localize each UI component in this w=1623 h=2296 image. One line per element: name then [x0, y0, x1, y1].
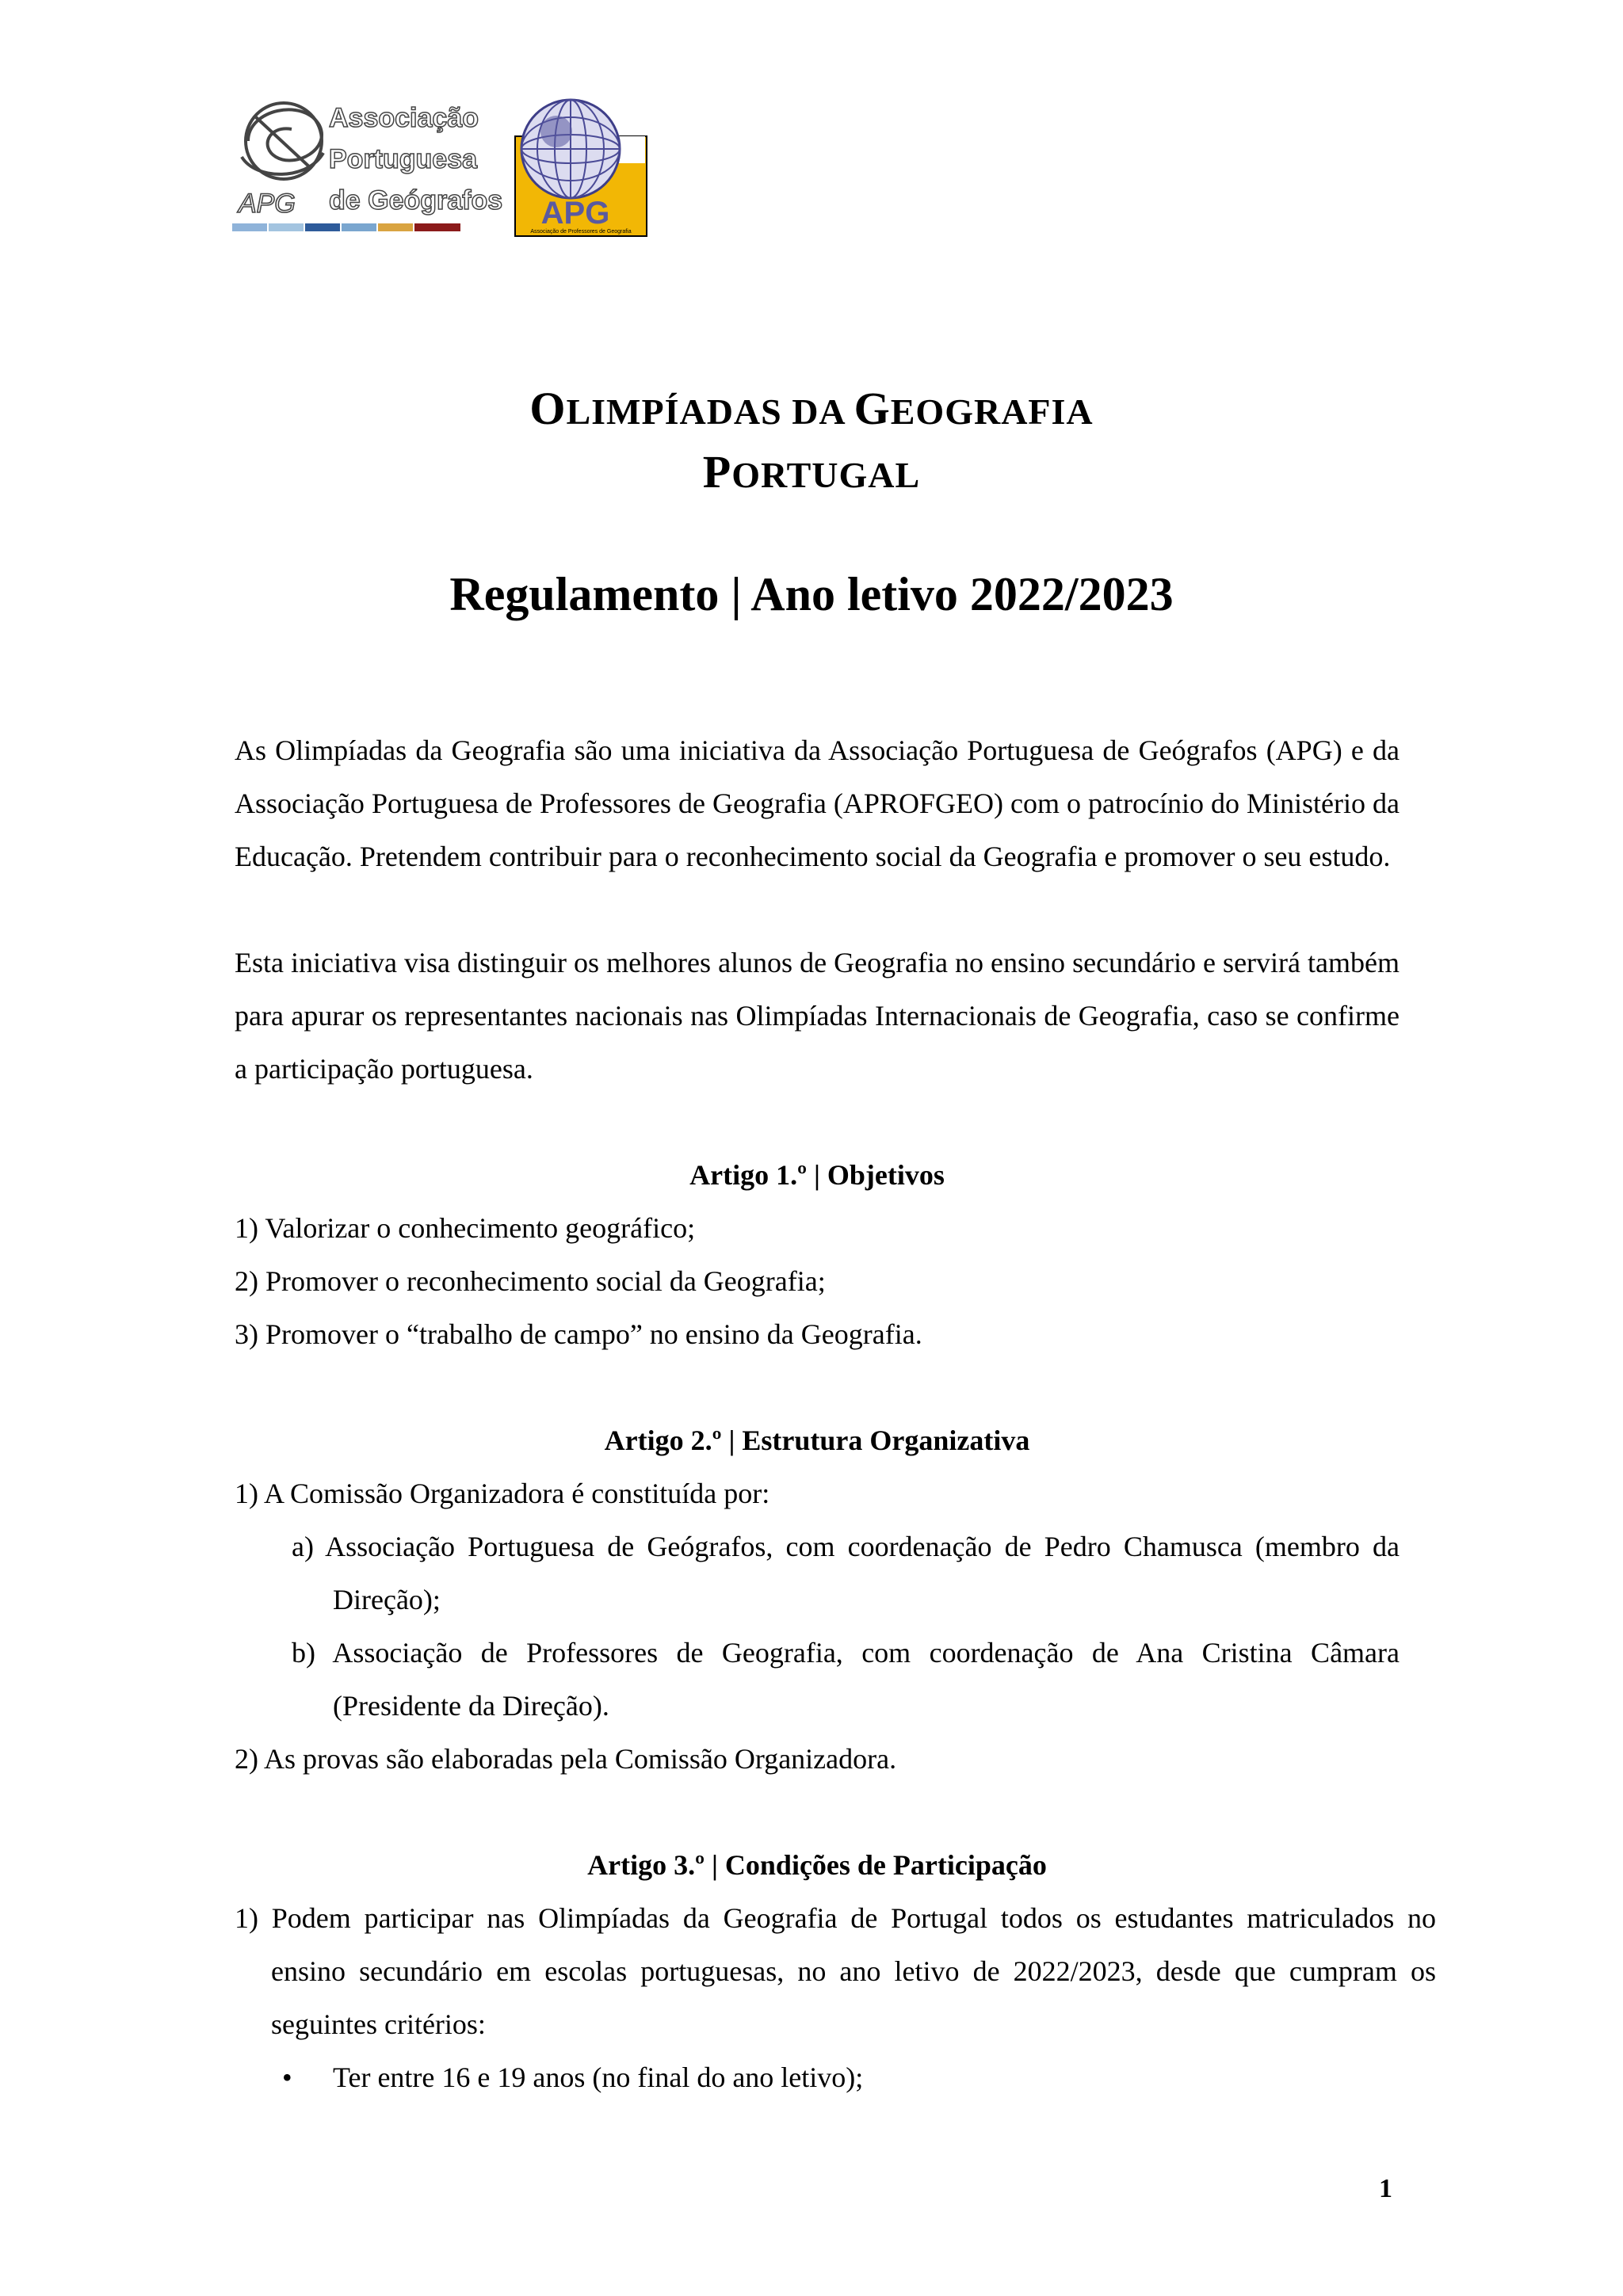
article-2-sub-a: a) Associação Portuguesa de Geógrafos, com coordenação de Pedro Chamusca (membro da Direção); [292, 1531, 1400, 1615]
article-1-heading: Artigo 1.º | Objetivos [689, 1159, 945, 1191]
apg-mark: APG [239, 189, 296, 219]
article-1-item-1: 1) Valorizar o conhecimento geográfico; [235, 1212, 696, 1244]
page-number: 1 [1379, 2174, 1392, 2203]
bullet-icon: • [282, 2061, 292, 2093]
apg-color-stripe [232, 223, 460, 231]
aprofgeo-logo [515, 97, 647, 236]
article-1-item-3: 3) Promover o “trabalho de campo” no ensino da Geografia. [235, 1318, 922, 1350]
aprofgeo-caption: Associação de Professores de Geografia [530, 229, 632, 235]
apg-line-2: Portuguesa [329, 144, 478, 174]
article-2-item-2: 2) As provas são elaboradas pela Comissão Organizadora. [235, 1743, 897, 1775]
article-3-item-1: 1) Podem participar nas Olimpíadas da Geografia de Portugal todos os estudantes matriculados no ensino secundário em escolas portuguesas, no ano letivo de 2022/2023, desde que cumpram os seguintes critérios: [235, 1902, 1436, 2040]
article-2-heading: Artigo 2.º | Estrutura Organizativa [604, 1425, 1030, 1456]
article-1-item-2: 2) Promover o reconhecimento social da Geografia; [235, 1265, 826, 1297]
article-2-sub-b: b) Associação de Professores de Geografia, com coordenação de Ana Cristina Câmara (Presidente da Direção). [292, 1637, 1400, 1722]
title-line-2: PORTUGAL [702, 446, 921, 498]
document-subtitle: Regulamento | Ano letivo 2022/2023 [449, 568, 1174, 620]
apg-line-1: Associação [329, 103, 479, 133]
intro-paragraph-1: As Olimpíadas da Geografia são uma iniciativa da Associação Portuguesa de Geógrafos (APG) e da Associação Portuguesa de Professores de Geografia (APROFGEO) com o patrocínio do Ministério da Educação. Pretendem contribuir para o reconhecimento social da Geografia e promover o seu estudo. [235, 734, 1400, 872]
article-3-heading: Artigo 3.º | Condições de Participação [587, 1849, 1047, 1881]
globe-icon [521, 100, 620, 198]
article-2-item-1: 1) A Comissão Organizadora é constituída por: [235, 1478, 770, 1509]
apg-logo [232, 93, 503, 233]
title-line-1: OLIMPÍADAS DA GEOGRAFIA [529, 383, 1094, 434]
bullet-text: Ter entre 16 e 19 anos (no final do ano letivo); [333, 2061, 864, 2093]
aprofgeo-mark: APG [540, 196, 610, 231]
apg-line-3: de Geógrafos [329, 185, 503, 215]
intro-paragraph-2: Esta iniciativa visa distinguir os melhores alunos de Geografia no ensino secundário e servirá também para apurar os representantes nacionais nas Olimpíadas Internacionais de Geografia, caso se confirme a participação portuguesa. [235, 947, 1400, 1085]
